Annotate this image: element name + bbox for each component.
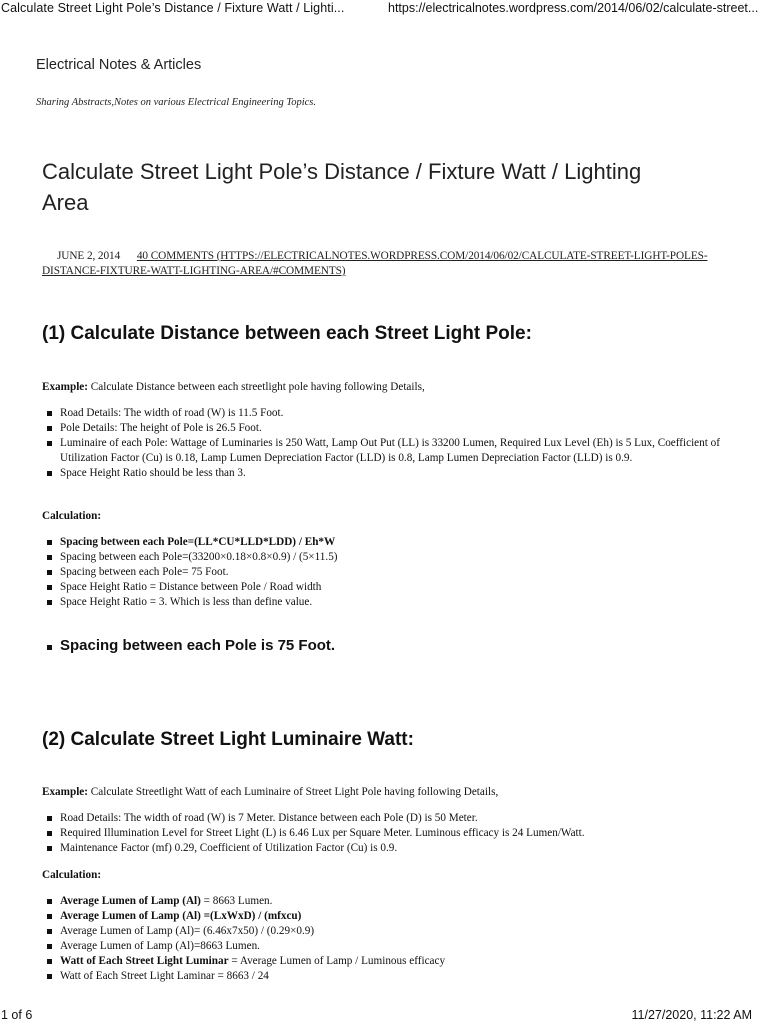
calc-text: Watt of Each Street Light Laminar = 8663 / 24 [60, 970, 269, 982]
calc-text: = Average Lumen of Lamp / Luminous efficacy [228, 955, 446, 967]
page-number: 1 of 6 [1, 1008, 33, 1022]
calc-text: = 8663 Lumen. [200, 895, 273, 907]
print-header [0, 0, 768, 18]
list-item [42, 939, 722, 954]
list-item [42, 909, 722, 924]
section1-heading: (1) Calculate Distance between each Street Light Pole: [42, 323, 532, 344]
list-item: Required Illumination Level for Street Light (L) is 6.46 Lux per Square Meter. Luminous efficacy is 24 Lumen/Watt. [42, 826, 722, 841]
section2-example-label: Example: [42, 786, 88, 798]
section1-example-label: Example: [42, 381, 88, 393]
list-item: Pole Details: The height of Pole is 26.5 Foot. [42, 421, 722, 436]
section2-calc-list [42, 894, 722, 984]
calc-text: Average Lumen of Lamp (Al)= (6.46x7x50) / (0.29×0.9) [60, 925, 315, 937]
list-item: Road Details: The width of road (W) is 7 Meter. Distance between each Pole (D) is 50 Meter. [42, 811, 722, 826]
section1-calc-list [42, 535, 722, 610]
list-item: Maintenance Factor (mf) 0.29, Coefficient of Utilization Factor (Cu) is 0.9. [42, 841, 722, 856]
section2-example-text: Calculate Streetlight Watt of each Luminaire of Street Light Pole having following Details, [88, 786, 499, 798]
list-item: Spacing between each Pole= 75 Foot. [42, 565, 722, 580]
section1-calc-label [42, 509, 732, 524]
calc-bold: Average Lumen of Lamp (Al) =(LxWxD) / (mfxcu) [60, 910, 302, 922]
list-item: Space Height Ratio = Distance between Pole / Road width [42, 580, 722, 595]
list-item: Spacing between each Pole=(33200×0.18×0.8×0.9) / (5×11.5) [42, 550, 722, 565]
print-header-title: Calculate Street Light Pole’s Distance / Fixture Watt / Lighti... [1, 1, 345, 15]
section2-example [42, 785, 732, 800]
section2-details-list [42, 811, 722, 856]
print-header-url: https://electricalnotes.wordpress.com/2014/06/02/calculate-street... [388, 1, 759, 15]
calc-text: Average Lumen of Lamp (Al)=8663 Lumen. [60, 940, 260, 952]
section1-calc-formula: Spacing between each Pole=(LL*CU*LLD*LDD) / Eh*W [60, 536, 336, 548]
print-datetime: 11/27/2020, 11:22 AM [631, 1008, 752, 1022]
site-title[interactable]: Electrical Notes & Articles [36, 57, 202, 73]
list-item [42, 535, 722, 550]
list-item: Space Height Ratio should be less than 3. [42, 466, 722, 481]
post-title: Calculate Street Light Pole’s Distance / Fixture Watt / Lighting Area [42, 159, 642, 215]
comments-link[interactable]: 40 COMMENTS (HTTPS://ELECTRICALNOTES.WORDPRESS.COM/2014/06/02/CALCULATE-STREET-LIGHT-POLES-DISTANCE-FIXTURE-WATT-LIGHTING-AREA/#COMMENTS) [42, 250, 708, 277]
calc-bold: Average Lumen of Lamp (Al) [60, 895, 201, 907]
post-date: JUNE 2, 2014 [57, 250, 121, 262]
list-item [42, 894, 722, 909]
calc-bold: Watt of Each Street Light Luminar [60, 955, 229, 967]
section1-details-list [42, 406, 722, 481]
list-item [42, 969, 722, 984]
section1-result: Spacing between each Pole is 75 Foot. [42, 637, 335, 654]
site-tagline: Sharing Abstracts,Notes on various Electrical Engineering Topics. [36, 97, 316, 108]
list-item: Road Details: The width of road (W) is 11.5 Foot. [42, 406, 722, 421]
list-item: Space Height Ratio = 3. Which is less than define value. [42, 595, 722, 610]
section1-example-text: Calculate Distance between each streetlight pole having following Details, [88, 381, 425, 393]
section2-heading: (2) Calculate Street Light Luminaire Watt: [42, 729, 414, 750]
print-footer [0, 1008, 768, 1024]
post-meta [42, 249, 732, 279]
list-item: Luminaire of each Pole: Wattage of Luminaries is 250 Watt, Lamp Out Put (LL) is 33200 Lumen, Required Lux Level (Eh) is 5 Lux, Coefficient of Utilization Factor (Cu) is 0.18, Lamp Lumen Depreciation Factor (LLD) is 0.8, Lamp Lumen Depreciation Factor (LLD) is 0.9. [42, 436, 722, 466]
list-item [42, 954, 722, 969]
section2-calc-label [42, 868, 732, 883]
section1-example [42, 380, 732, 395]
list-item [42, 924, 722, 939]
section2-calc-label-text: Calculation: [42, 869, 102, 881]
section1-calc-label-text: Calculation: [42, 510, 102, 522]
